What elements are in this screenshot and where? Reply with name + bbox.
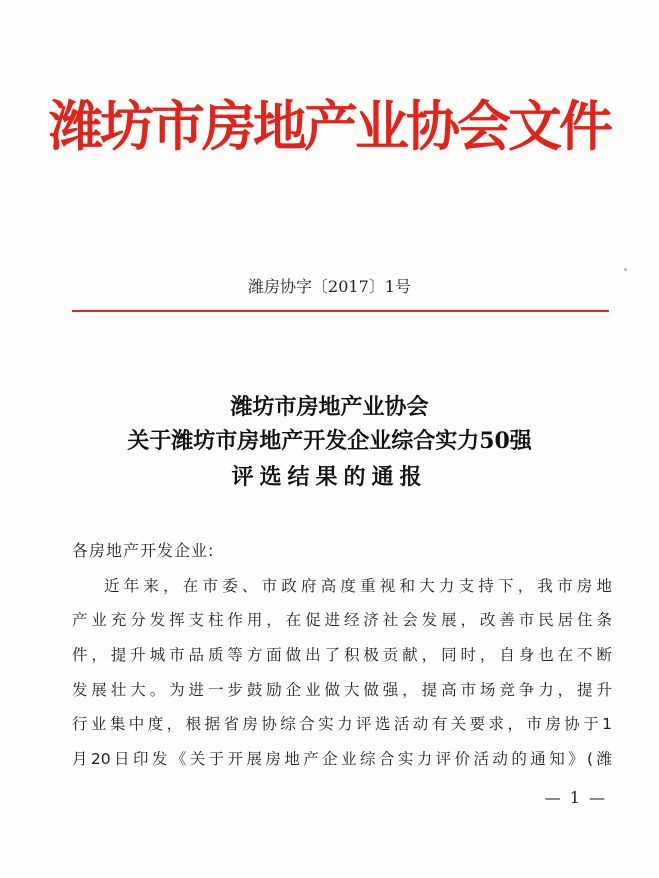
salutation: 各房地产开发企业: [72, 541, 215, 560]
body-paragraph-line: 产业充分发挥支柱作用，在促进经济社会发展，改善市民居住条 [72, 611, 612, 629]
body-paragraph-line: 行业集中度，根据省房协综合实力评选活动有关要求，市房协于1 [72, 715, 612, 733]
scan-speck [624, 268, 627, 271]
body-paragraph-line: 月20日印发《关于开展房地产企业综合实力评价活动的通知》(潍 [72, 750, 612, 768]
body-paragraph-line: 近年来，在市委、市政府高度重视和大力支持下，我市房地 [104, 577, 612, 595]
red-divider-line [72, 310, 609, 312]
body-paragraph-line: 件，提升城市品质等方面做出了积极贡献，同时，自身也在不断 [72, 646, 612, 664]
notice-title-line-3: 评选结果的通报 [231, 464, 428, 490]
body-paragraph-line: 发展壮大。为进一步鼓励企业做大做强，提高市场竞争力，提升 [72, 681, 612, 699]
page-number: — 1 — [544, 788, 607, 807]
notice-title-line-1: 潍坊市房地产业协会 [230, 394, 429, 420]
document-header-title: 潍坊市房地产业协会文件 [49, 94, 610, 158]
notice-title-line-2: 关于潍坊市房地产开发企业综合实力50强 [127, 428, 532, 454]
document-number: 潍房协字〔2017〕1号 [248, 277, 411, 296]
